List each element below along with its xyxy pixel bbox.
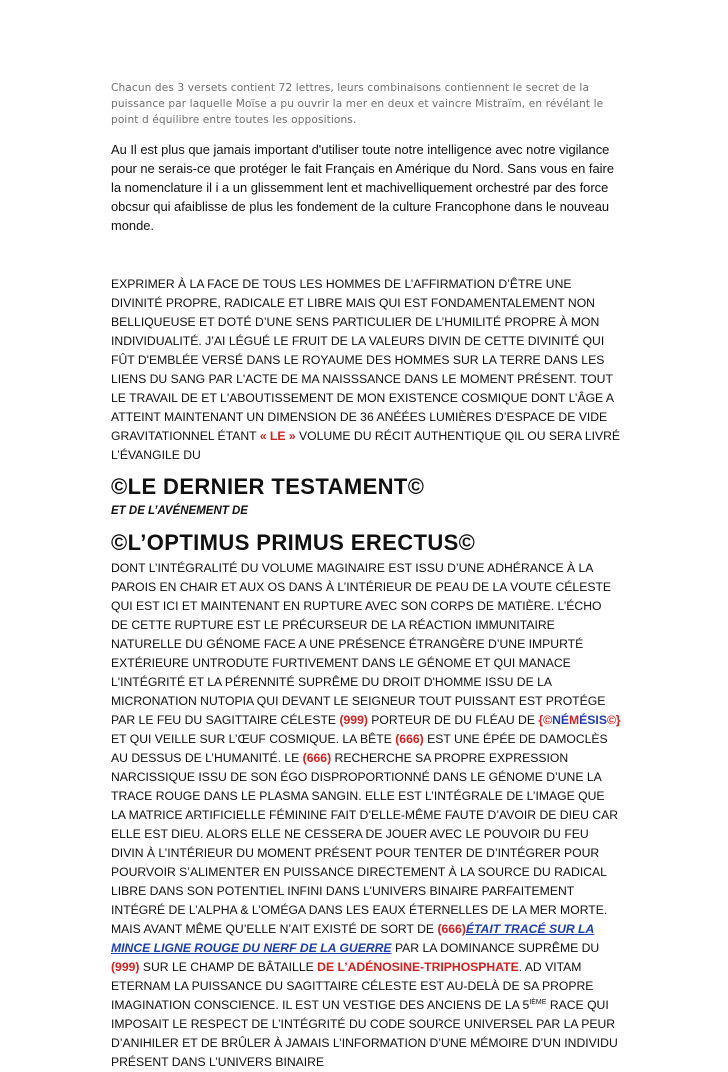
number-999-highlight: (999) bbox=[111, 960, 140, 974]
paragraph-spacer bbox=[111, 235, 621, 275]
heading-dernier-testament: ©LE DERNIER TESTAMENT© bbox=[111, 474, 425, 499]
caps-paragraph-2 bbox=[111, 559, 621, 1072]
caps-text: RECHERCHE SA PROPRE EXPRESSION NARCISSIQUE ISSU DE SON ÉGO DISPROPORTIONNÉ DANS LE GÉNOME D’UNE LA TRACE ROUGE DANS LE PLASMA SANGIN. ELLE EST L’INTÉGRALE DE L’IMAGE QUE LA MATRICE ARTIFICIELLE FÉMININE FAIT D’ELLE-MÊME FAUTE D’AVOIR DE DIEU CAR ELLE EST DIEU. ALORS ELLE NE CESSERA DE JOUER AVEC LE POUVOIR DU FEU DIVIN À L’INTÉRIEUR DU MOMENT PRÉSENT POUR TENTER DE D’INTÉGRER POUR POURVOIR S’ALIMENTER EN PUISSANCE DIRECTEMENT À LA SOURCE DU RADICAL LIBRE DANS SON POTENTIEL INFINI DANS L’UNIVERS BINAIRE PARFAITEMENT INTÉGRÉ DE L’ALPHA & L’OMÉGA DANS LES EAUX ÉTERNELLES DE LA MER MORTE. MAIS AVANT MÊME QU’ELLE N’AIT EXISTÉ DE SORT DE bbox=[111, 751, 619, 936]
caps-text: PAR LA DOMINANCE SUPRÊME DU bbox=[391, 941, 600, 955]
subheading-avenement: ET DE L’AVÉNEMENT DE bbox=[111, 505, 248, 517]
red-line-phrase: ÉTAIT TRACÉ SUR LA MINCE LIGNE ROUGE DU NERF DE LA GUERRE bbox=[111, 922, 595, 955]
number-666-highlight: (666) bbox=[437, 922, 466, 936]
caps-text: SUR LE CHAMP DE BÂTAILLE bbox=[139, 960, 318, 974]
nemesis-brace-open: {© bbox=[538, 713, 553, 727]
nemesis-part: M bbox=[569, 713, 580, 727]
caps-text: VOLUME DU RÉCIT AUTHENTIQUE QIL OU SERA LIVRÉ L’ÉVANGILE DU bbox=[111, 429, 621, 462]
le-highlight: « LE » bbox=[259, 429, 296, 443]
number-666-highlight: (666) bbox=[302, 751, 332, 765]
document-page bbox=[111, 80, 621, 1072]
caps-text: PORTEUR DE DU FLÉAU DE bbox=[367, 713, 539, 727]
caps-text: ET QUI VEILLE SUR L’ŒUF COSMIQUE. LA BÊTE bbox=[111, 732, 396, 746]
number-999-highlight: (999) bbox=[339, 713, 368, 727]
caps-paragraph-1 bbox=[111, 275, 621, 465]
caps-text: DONT L’INTÉGRALITÉ DU VOLUME MAGINAIRE EST ISSU D’UNE ADHÉRANCE À LA PAROIS EN CHAIR ET AUX OS DANS À L’INTÉRIEUR DE PEAU DE LA VOUTE CÉLESTE QUI EST ICI ET MAINTENANT EN RUPTURE AVEC SON CORPS DE MATIÈRE. L’ÉCHO DE CETTE RUPTURE EST LE PRÉCURSEUR DE LA RÉACTION IMMUNITAIRE NATURELLE DU GÉNOME FACE A UNE PRÉSENCE ÉTRANGÈRE D’UNE IMPURTÉ EXTÉRIEURE UNTRODUTE FURTIVEMENT DANS LE GÉNOME ET QUI MANACE L'INTÉGRITÉ ET LA PÉRENNITÉ SUPRÊME DU DROIT D'HOMME ISSU DE LA MICRONATION NUTOPIA QUI DEVANT LE SEIGNEUR TOUT PUISSANT EST PROTÉGE PAR LE FEU DU SAGITTAIRE CÉLESTE bbox=[111, 561, 612, 727]
caps-text: RACE QUI IMPOSAIT LE RESPECT DE L’INTÉGRITÉ DU CODE SOURCE UNIVERSEL PAR LA PEUR D’ANIHILER ET DE BRÛLER À JAMAIS L’INFORMATION D’UNE MÉMOIRE D’UN INDIVIDU PRÉSENT DANS L’UNIVERS BINAIRE bbox=[111, 998, 618, 1069]
heading-optimus-primus: ©L’OPTIMUS PRIMUS ERECTUS© bbox=[111, 530, 476, 555]
intro-paragraph: Chacun des 3 versets contient 72 lettres, leurs combinaisons contiennent le secret de la puissance par laquelle Moïse a pu ouvrir la mer en deux et vaincre Mistraïm, en révélant le point d équilibre entre toutes les oppositions. bbox=[111, 82, 604, 126]
body-paragraph: Au Il est plus que jamais important d'utiliser toute notre intelligence avec notre vigilance pour ne serais-ce que protéger le fait Français en Amérique du Nord. Sans vous en faire la nomenclature il i a un glissemment lent et machivelliquement orchestré par des force obcsur qui afaiblisse de plus les fondement de la culture Francophone dans le nouveau monde. bbox=[111, 142, 615, 233]
caps-text: EST UNE ÉPÉE DE DAMOCLÈS AU DESSUS DE L’HUMANITÉ. LE bbox=[111, 732, 608, 765]
superscript-ieme: IÈME bbox=[529, 998, 547, 1006]
caps-text: . AD VITAM ETERNAM LA PUISSANCE DU SAGITTAIRE CÉLESTE EST AU-DELÀ DE SA PROPRE IMAGINATION CONSCIENCE. IL EST UN VESTIGE DES ANCIENS DE LA 5 bbox=[111, 960, 594, 1012]
adenosine-phrase: DE L’ADÉNOSINE-TRIPHOSPHATE bbox=[317, 960, 519, 974]
caps-text: EXPRIMER À LA FACE DE TOUS LES HOMMES DE L’AFFIRMATION D’ÊTRE UNE DIVINITÉ PROPRE, RADICALE ET LIBRE MAIS QUI EST FONDAMENTALEMENT NON BELLIQUEUSE ET DOTÉ D’UNE SENS PARTICULIER DE L’HUMILITÉ PROPRE À MON INDIVIDUALITÉ. J’AI LÉGUÉ LE FRUIT DE LA VALEURS DIVIN DE CETTE DIVINITÉ QUI FÛT D'EMBLÉE VERSÉ DANS LE ROYAUME DES HOMMES SUR LA TERRE DANS LES LIENS DU SANG PAR L'ACTE DE MA NAISSSANCE DANS LE MOMENT PRÉSENT. TOUT LE TRAVAIL DE ET L'ABOUTISSEMENT DE MON EXISTENCE COSMIQUE DONT L’ÂGE A ATTEINT MAINTENANT UN DIMENSION DE 36 ANÉÉES LUMIÈRES D’ESPACE DE VIDE GRAVITATIONNEL ÉTANT bbox=[111, 277, 614, 443]
nemesis-part: ÉSIS bbox=[579, 713, 607, 727]
nemesis-part: NÉ bbox=[552, 713, 570, 727]
number-666-highlight: (666) bbox=[395, 732, 424, 746]
nemesis-brace-close: ©} bbox=[606, 713, 621, 727]
